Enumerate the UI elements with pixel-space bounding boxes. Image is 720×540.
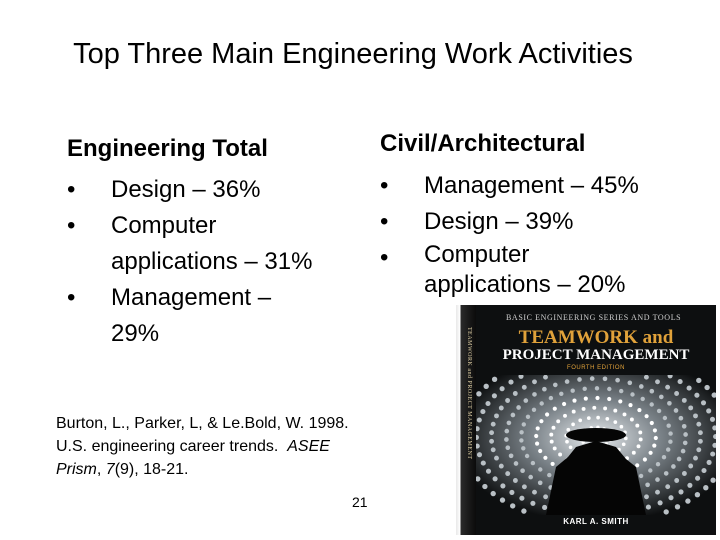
- dome-light-dot: [550, 440, 554, 444]
- dome-light-dot: [508, 380, 513, 385]
- dome-light-dot: [530, 501, 535, 506]
- dome-light-dot: [635, 424, 639, 428]
- dome-light-dot: [668, 431, 672, 435]
- left-column-heading: Engineering Total: [67, 135, 268, 162]
- dome-light-dot: [710, 451, 715, 456]
- right-bullet-item: [380, 204, 710, 240]
- dome-light-dot: [522, 385, 527, 390]
- dome-light-dot: [620, 425, 624, 429]
- dome-light-dot: [667, 424, 671, 428]
- dome-light-dot: [685, 498, 690, 503]
- bullet-icon: •: [67, 176, 76, 203]
- dome-light-dot: [682, 398, 687, 403]
- dome-light-dot: [650, 402, 654, 406]
- dome-light-dot: [476, 391, 481, 396]
- dome-light-dot: [664, 471, 669, 476]
- dome-light-dot: [538, 449, 542, 453]
- dome-light-dot: [655, 477, 660, 482]
- dome-light-dot: [666, 447, 670, 451]
- book-edition: FOURTH EDITION: [567, 365, 625, 371]
- dome-light-dot: [701, 468, 706, 473]
- citation-text: (9), 18-21.: [114, 461, 189, 478]
- dome-light-dot: [648, 468, 652, 472]
- citation-line: [56, 435, 436, 458]
- citation-line: [56, 458, 436, 481]
- dome-light-dot: [553, 407, 557, 411]
- right-bullet-text: Computer: [424, 241, 530, 268]
- book-spine-text: TEAMWORK and PROJECT MANAGEMENT: [466, 327, 472, 460]
- dome-light-dot: [662, 455, 666, 459]
- dome-light-dot: [618, 399, 622, 403]
- dome-light-dot: [639, 384, 644, 389]
- dome-light-dot: [525, 454, 529, 458]
- dome-light-dot: [603, 406, 607, 410]
- dome-light-dot: [698, 430, 703, 435]
- dome-light-dot: [562, 402, 566, 406]
- dome-light-dot: [507, 421, 512, 426]
- dome-light-dot: [710, 417, 715, 422]
- dome-light-dot: [484, 384, 489, 389]
- citation-journal: ASEE: [287, 438, 330, 455]
- dome-light-dot: [520, 468, 525, 473]
- dome-light-dot: [595, 396, 599, 400]
- dome-light-dot: [707, 460, 712, 465]
- bullet-icon: •: [380, 208, 389, 235]
- dome-light-dot: [696, 447, 701, 452]
- dome-light-dot: [613, 420, 617, 424]
- dome-light-dot: [698, 439, 703, 444]
- dome-light-dot: [678, 489, 683, 494]
- dome-light-dot: [587, 416, 591, 420]
- dome-light-dot: [695, 492, 700, 497]
- dome-light-dot: [623, 412, 627, 416]
- dome-light-dot: [630, 392, 634, 396]
- right-bullet-list: [380, 168, 710, 300]
- right-column-heading: Civil/Architectural: [380, 130, 586, 157]
- dome-light-dot: [505, 398, 510, 403]
- dome-light-dot: [522, 484, 527, 489]
- dome-light-dot: [551, 462, 555, 466]
- dome-light-dot: [603, 376, 608, 381]
- dome-light-dot: [701, 400, 706, 405]
- dome-light-dot: [665, 484, 670, 489]
- left-bullet-list: [67, 172, 367, 352]
- dome-light-dot: [528, 475, 533, 480]
- dome-light-dot: [572, 410, 576, 414]
- dome-light-dot: [674, 391, 679, 396]
- dome-light-dot: [492, 377, 497, 382]
- dome-light-dot: [681, 449, 686, 454]
- left-bullet-text: 29%: [111, 320, 160, 347]
- bullet-icon: •: [67, 284, 76, 311]
- dome-light-dot: [627, 380, 632, 385]
- dome-light-dot: [504, 437, 509, 442]
- dome-light-dot: [584, 397, 588, 401]
- dome-light-dot: [539, 419, 543, 423]
- dome-light-dot: [569, 445, 573, 449]
- dome-light-dot: [668, 440, 672, 444]
- dome-light-dot: [654, 436, 658, 440]
- dome-light-dot: [693, 413, 698, 418]
- citation: [56, 412, 436, 481]
- dome-light-dot: [553, 383, 558, 388]
- right-bullet-text: Management – 45%: [424, 172, 639, 199]
- dome-light-dot: [668, 495, 673, 500]
- dome-light-dot: [619, 389, 623, 393]
- dome-light-dot: [674, 408, 679, 413]
- dome-light-dot: [694, 393, 699, 398]
- dome-light-dot: [516, 405, 521, 410]
- dome-light-dot: [630, 418, 634, 422]
- book-title-line1: TEAMWORK and: [518, 327, 674, 348]
- dome-light-dot: [656, 462, 660, 466]
- dome-light-dot: [675, 504, 680, 509]
- dome-light-dot: [671, 464, 676, 469]
- slide-title: Top Three Main Engineering Work Activities: [73, 38, 633, 70]
- book-author: KARL A. SMITH: [563, 517, 629, 526]
- dome-light-dot: [499, 464, 504, 469]
- dome-light-dot: [583, 387, 587, 391]
- left-bullet-item: [67, 172, 367, 208]
- dome-light-dot: [552, 426, 556, 430]
- dome-light-dot: [590, 376, 595, 381]
- dome-light-dot: [577, 377, 582, 382]
- dome-light-dot: [509, 490, 514, 495]
- right-bullet-item: [380, 168, 710, 204]
- dome-light-dot: [486, 469, 491, 474]
- dome-light-dot: [693, 456, 698, 461]
- dome-light-dot: [704, 385, 709, 390]
- dome-light-dot: [494, 413, 499, 418]
- dome-light-dot: [645, 482, 650, 487]
- left-bullet-item: [67, 208, 367, 280]
- dome-light-dot: [688, 464, 693, 469]
- citation-line: Burton, L., Parker, L, & Le.Bold, W. 1998.: [56, 415, 349, 432]
- dome-light-dot: [521, 446, 525, 450]
- dome-light-dot: [482, 484, 487, 489]
- dome-light-dot: [605, 417, 609, 421]
- dome-light-dot: [491, 422, 496, 427]
- left-bullet-text: Design – 36%: [111, 176, 261, 203]
- dome-light-dot: [553, 446, 557, 450]
- dome-light-dot: [500, 483, 505, 488]
- dome-light-dot: [638, 430, 642, 434]
- dome-light-dot: [538, 480, 543, 485]
- dome-light-dot: [504, 429, 509, 434]
- book-series: BASIC ENGINEERING SERIES AND TOOLS: [506, 313, 682, 322]
- dome-light-dot: [643, 457, 647, 461]
- dome-light-dot: [531, 461, 535, 465]
- dome-light-dot: [677, 457, 682, 462]
- dome-light-dot: [494, 456, 499, 461]
- dome-light-dot: [706, 408, 711, 413]
- dome-light-dot: [687, 386, 692, 391]
- dome-light-dot: [480, 409, 485, 414]
- bullet-icon: •: [380, 244, 389, 271]
- dome-light-dot: [653, 428, 657, 432]
- dome-light-dot: [543, 456, 547, 460]
- dome-light-dot: [509, 453, 514, 458]
- dome-light-dot: [491, 447, 496, 452]
- lifted-object-silhouette: [566, 428, 626, 442]
- dome-light-dot: [649, 389, 654, 394]
- dome-light-dot: [682, 424, 687, 429]
- dome-light-dot: [665, 385, 670, 390]
- dome-light-dot: [543, 494, 548, 499]
- book-front: [476, 305, 716, 535]
- right-bullet-text: Design – 39%: [424, 208, 574, 235]
- dome-light-dot: [682, 471, 687, 476]
- dome-light-dot: [521, 508, 526, 513]
- dome-light-dot: [492, 393, 497, 398]
- dome-light-dot: [703, 485, 708, 490]
- dome-light-dot: [696, 378, 701, 383]
- dome-light-dot: [540, 401, 544, 405]
- dome-light-dot: [595, 386, 599, 390]
- bullet-icon: •: [67, 212, 76, 239]
- dome-light-dot: [607, 397, 611, 401]
- dome-light-dot: [652, 444, 656, 448]
- dome-light-dot: [477, 452, 482, 457]
- dome-light-dot: [639, 437, 643, 441]
- dome-light-dot: [596, 416, 600, 420]
- dome-light-dot: [679, 416, 684, 421]
- dome-light-dot: [683, 432, 688, 437]
- dome-light-dot: [523, 398, 528, 403]
- dome-light-dot: [511, 413, 516, 418]
- dome-light-dot: [556, 419, 560, 423]
- dome-light-dot: [489, 430, 494, 435]
- dome-light-dot: [499, 406, 504, 411]
- citation-text: U.S. engineering career trends.: [56, 438, 288, 455]
- dome-light-dot: [547, 473, 551, 477]
- dome-light-dot: [695, 476, 700, 481]
- dome-light-dot: [514, 461, 519, 466]
- left-bullet-item: [67, 280, 367, 352]
- dome-light-dot: [538, 467, 542, 471]
- left-bullet-text: applications – 31%: [111, 248, 313, 275]
- dome-light-dot: [688, 405, 693, 410]
- dome-light-dot: [522, 422, 526, 426]
- citation-journal: Prism: [56, 461, 97, 478]
- dome-light-dot: [500, 386, 505, 391]
- left-bullet-text: Computer: [111, 212, 217, 239]
- dome-light-dot: [532, 392, 537, 397]
- dome-light-dot: [674, 478, 679, 483]
- dome-light-dot: [565, 379, 570, 384]
- dome-light-dot: [646, 505, 651, 510]
- dome-light-dot: [628, 403, 632, 407]
- dome-light-dot: [513, 391, 518, 396]
- dome-light-dot: [664, 509, 669, 514]
- dome-light-dot: [493, 476, 498, 481]
- dome-light-dot: [519, 438, 523, 442]
- dome-light-dot: [485, 401, 490, 406]
- dome-light-dot: [558, 453, 562, 457]
- dome-light-dot: [526, 415, 530, 419]
- dome-light-dot: [639, 474, 643, 478]
- dome-light-dot: [563, 414, 567, 418]
- dome-light-dot: [534, 434, 538, 438]
- dome-light-dot: [535, 442, 539, 446]
- dome-light-dot: [607, 387, 611, 391]
- dome-light-dot: [532, 408, 536, 412]
- dome-light-dot: [549, 433, 553, 437]
- dome-light-dot: [519, 430, 523, 434]
- right-bullet-text: applications – 20%: [424, 271, 626, 298]
- dome-light-dot: [549, 396, 553, 400]
- dome-light-dot: [644, 494, 649, 499]
- dome-light-dot: [696, 422, 701, 427]
- dome-light-dot: [622, 442, 626, 446]
- dome-light-dot: [510, 503, 515, 508]
- dome-light-dot: [641, 397, 645, 401]
- dome-light-dot: [565, 440, 569, 444]
- dome-light-dot: [678, 379, 683, 384]
- dome-light-dot: [613, 409, 617, 413]
- dome-light-dot: [649, 451, 653, 455]
- dome-light-dot: [655, 490, 660, 495]
- dome-light-dot: [491, 491, 496, 496]
- dome-light-dot: [566, 428, 570, 432]
- dome-light-dot: [645, 414, 649, 418]
- dome-light-dot: [632, 451, 636, 455]
- dome-light-dot: [655, 379, 660, 384]
- dome-light-dot: [489, 439, 494, 444]
- dome-light-dot: [505, 445, 510, 450]
- right-bullet-item: [380, 240, 710, 300]
- dome-illustration: [476, 375, 716, 515]
- dome-light-dot: [536, 426, 540, 430]
- dome-light-dot: [505, 471, 510, 476]
- dome-light-dot: [650, 421, 654, 425]
- dome-light-dot: [559, 392, 563, 396]
- dome-light-dot: [667, 401, 672, 406]
- dome-light-dot: [659, 395, 664, 400]
- dome-light-dot: [477, 417, 482, 422]
- dome-light-dot: [545, 412, 549, 416]
- citation-text: ,: [96, 461, 106, 478]
- book-cover-image: [456, 305, 716, 535]
- dome-light-dot: [637, 444, 641, 448]
- dome-light-dot: [513, 478, 518, 483]
- page-number: 21: [352, 494, 368, 510]
- dome-light-dot: [592, 406, 596, 410]
- dome-light-dot: [542, 505, 547, 510]
- dome-light-dot: [532, 379, 537, 384]
- dome-light-dot: [571, 389, 575, 393]
- dome-light-dot: [519, 496, 524, 501]
- dome-light-dot: [578, 419, 582, 423]
- dome-light-dot: [582, 407, 586, 411]
- dome-light-dot: [663, 416, 667, 420]
- dome-light-dot: [615, 378, 620, 383]
- citation-volume: 7: [105, 461, 115, 478]
- dome-light-dot: [657, 409, 661, 413]
- left-bullet-text: Management –: [111, 284, 272, 311]
- dome-light-dot: [532, 490, 537, 495]
- dome-light-dot: [571, 423, 575, 427]
- dome-light-dot: [637, 408, 641, 412]
- dome-light-dot: [481, 461, 486, 466]
- dome-light-dot: [687, 483, 692, 488]
- dome-light-dot: [658, 500, 663, 505]
- dome-light-dot: [635, 463, 639, 467]
- dome-light-dot: [683, 441, 688, 446]
- book-title-line2: PROJECT MANAGEMENT: [502, 347, 690, 363]
- dome-light-dot: [710, 478, 715, 483]
- dome-light-dot: [542, 387, 547, 392]
- dome-light-dot: [572, 399, 576, 403]
- dome-light-dot: [500, 497, 505, 502]
- bullet-icon: •: [380, 172, 389, 199]
